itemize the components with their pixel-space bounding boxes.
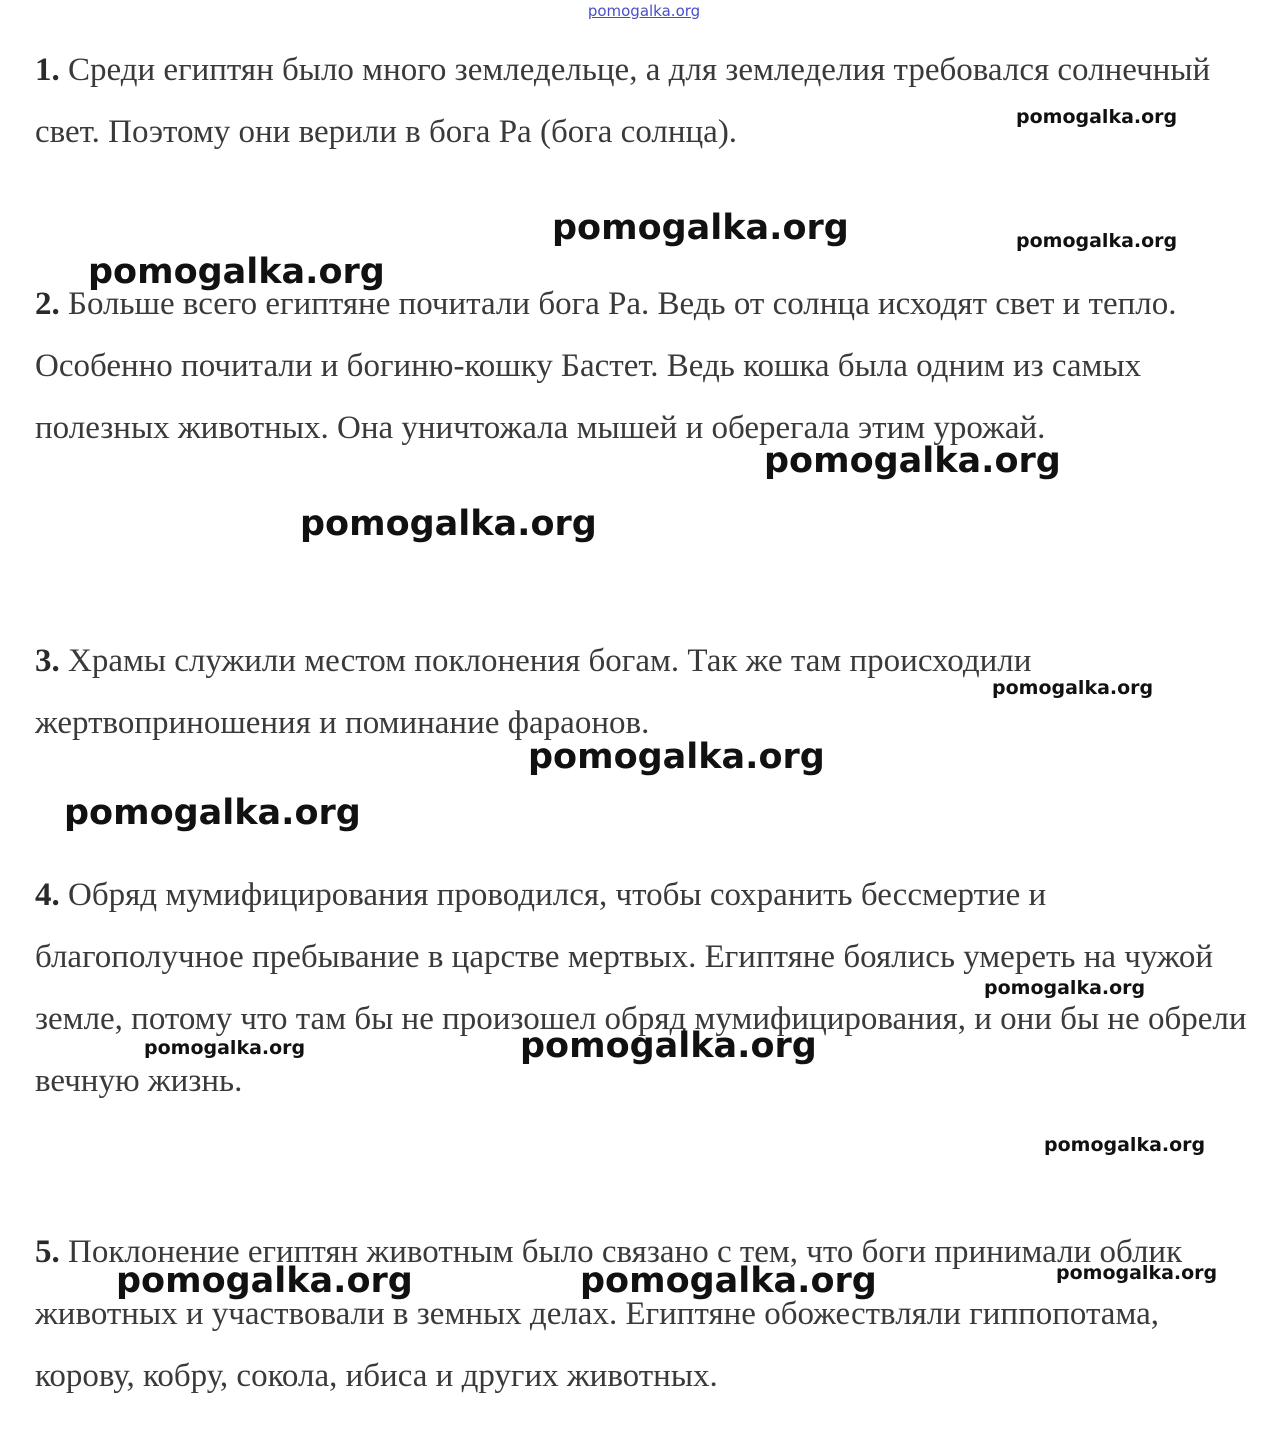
answer-number: 4. <box>35 877 60 913</box>
answer-text: Больше всего египтяне почитали бога Ра. Ведь от солнца исходят свет и тепло. Особенно почитали и богиню-кошку Бастет. Ведь кошка была одним из самых полезных животных. Она уничтожала мышей и оберегала этим урожай. <box>35 286 1177 446</box>
watermark: pomogalka.org <box>1044 1134 1206 1156</box>
answer-1 <box>35 39 1250 163</box>
watermark: pomogalka.org <box>528 737 825 777</box>
watermark: pomogalka.org <box>580 1261 877 1301</box>
watermark: pomogalka.org <box>64 793 361 833</box>
watermark: pomogalka.org <box>984 977 1146 999</box>
watermark: pomogalka.org <box>116 1261 413 1301</box>
answer-number: 5. <box>35 1234 60 1270</box>
watermark: pomogalka.org <box>1016 106 1178 128</box>
answer-text: Обряд мумифицирования проводился, чтобы сохранить бессмертие и благополучное пребывание в царстве мертвых. Египтяне боялись умереть на чужой земле, потому что там бы не произошел обряд мумифицирования, и они бы не обрели вечную жизнь. <box>35 877 1247 1099</box>
watermark: pomogalka.org <box>1016 230 1178 252</box>
answer-number: 1. <box>35 52 60 88</box>
watermark: pomogalka.org <box>1056 1262 1218 1284</box>
answer-2 <box>35 273 1250 459</box>
watermark: pomogalka.org <box>552 208 849 248</box>
answer-text: Храмы служили местом поклонения богам. Так же там происходили жертвоприношения и поминание фараонов. <box>35 643 1032 741</box>
watermark: pomogalka.org <box>300 504 597 544</box>
answer-text: Поклонение египтян животным было связано с тем, что боги принимали облик животных и участвовали в земных делах. Египтяне обожествляли гиппопотама, корову, кобру, сокола, ибиса и других животных. <box>35 1234 1183 1394</box>
header-site-link[interactable]: pomogalka.org <box>587 2 701 20</box>
watermark: pomogalka.org <box>520 1026 817 1066</box>
watermark: pomogalka.org <box>88 252 385 292</box>
answer-number: 3. <box>35 643 60 679</box>
answer-5 <box>35 1221 1250 1407</box>
answer-number: 2. <box>35 286 60 322</box>
watermark: pomogalka.org <box>764 441 1061 481</box>
watermark: pomogalka.org <box>992 677 1154 699</box>
watermark: pomogalka.org <box>144 1037 306 1059</box>
answer-text: Среди египтян было много земледельце, а для земледелия требовался солнечный свет. Поэтому они верили в бога Ра (бога солнца). <box>35 52 1211 150</box>
